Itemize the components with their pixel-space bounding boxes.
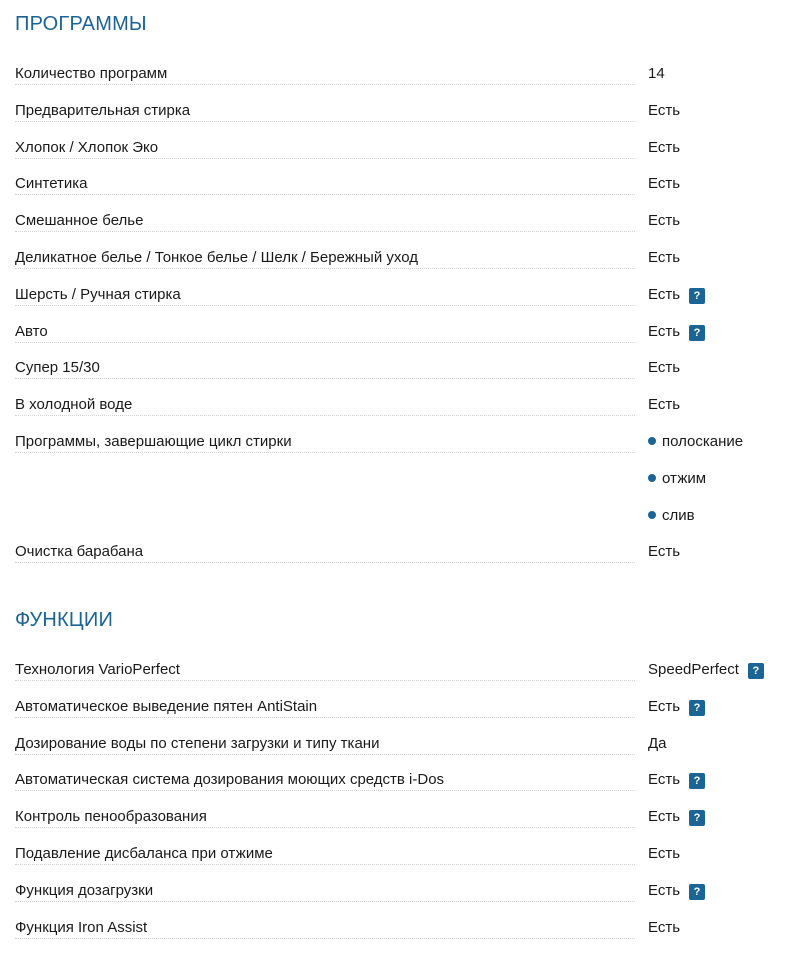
spec-label-cell	[15, 248, 635, 269]
spec-label-cell	[15, 770, 635, 791]
spec-value-list	[648, 432, 785, 542]
spec-value-cell	[648, 432, 785, 542]
spec-row	[15, 248, 785, 285]
spec-row	[15, 542, 785, 579]
spec-label: Супер 15/30	[15, 359, 112, 376]
spec-row	[15, 358, 785, 395]
programs-section	[15, 12, 785, 579]
help-icon[interactable]: ?	[689, 773, 705, 789]
spec-row	[15, 697, 785, 734]
bullet-icon	[648, 437, 656, 445]
spec-value: Есть	[648, 248, 681, 266]
spec-row	[15, 285, 785, 322]
spec-row	[15, 322, 785, 359]
spec-label-cell	[15, 918, 635, 939]
help-icon[interactable]: ?	[689, 700, 705, 716]
spec-label-cell	[15, 660, 635, 681]
spec-label-cell	[15, 542, 635, 563]
help-icon[interactable]: ?	[689, 325, 705, 341]
help-icon[interactable]: ?	[748, 663, 764, 679]
spec-label: В холодной воде	[15, 396, 144, 413]
spec-row	[15, 174, 785, 211]
spec-label-cell	[15, 807, 635, 828]
spec-row	[15, 101, 785, 138]
spec-label-cell	[15, 285, 635, 306]
spec-value: Есть	[648, 543, 681, 561]
spec-label: Количество программ	[15, 65, 179, 82]
spec-label: Синтетика	[15, 175, 100, 192]
spec-row	[15, 64, 785, 101]
spec-label: Функция дозагрузки	[15, 882, 165, 899]
spec-value-cell	[648, 248, 785, 268]
spec-row	[15, 734, 785, 771]
spec-label-cell	[15, 358, 635, 379]
programs-title: ПРОГРАММЫ	[15, 13, 147, 35]
spec-value: Есть	[648, 697, 681, 715]
spec-row	[15, 432, 785, 542]
spec-label-cell	[15, 395, 635, 416]
spec-value: Есть	[648, 175, 681, 193]
spec-value: 14	[648, 65, 665, 82]
list-item	[648, 506, 785, 543]
bullet-icon	[648, 511, 656, 519]
spec-value: Есть	[648, 881, 681, 899]
spec-row	[15, 395, 785, 432]
spec-value: Есть	[648, 396, 681, 414]
spec-value: Есть	[648, 322, 681, 340]
spec-label: Смешанное белье	[15, 212, 155, 229]
spec-row	[15, 770, 785, 807]
spec-value: Есть	[648, 138, 681, 156]
spec-value-cell	[648, 660, 785, 680]
spec-label: Дозирование воды по степени загрузки и типу ткани	[15, 735, 391, 752]
help-icon[interactable]: ?	[689, 810, 705, 826]
spec-label: Деликатное белье / Тонкое белье / Шелк / Бережный уход	[15, 249, 430, 266]
list-item-text: полоскание	[662, 432, 744, 450]
spec-label-cell	[15, 881, 635, 902]
spec-label: Авто	[15, 323, 60, 340]
spec-value-cell	[648, 542, 785, 562]
spec-value-cell	[648, 734, 785, 754]
spec-label: Автоматическое выведение пятен AntiStain	[15, 698, 329, 715]
spec-label-cell	[15, 697, 635, 718]
spec-label: Шерсть / Ручная стирка	[15, 286, 193, 303]
spec-row	[15, 881, 785, 918]
spec-value: Есть	[648, 844, 681, 862]
spec-label-cell	[15, 101, 635, 122]
spec-value-cell	[648, 395, 785, 415]
spec-row	[15, 138, 785, 175]
spec-label-cell	[15, 432, 635, 453]
spec-row	[15, 918, 785, 955]
list-item	[648, 469, 785, 506]
spec-value-cell	[648, 918, 785, 938]
spec-value-cell	[648, 322, 785, 342]
spec-value: Есть	[648, 212, 681, 230]
spec-value: Есть	[648, 918, 681, 936]
spec-label-cell	[15, 64, 635, 85]
spec-label: Очистка барабана	[15, 543, 155, 560]
spec-value-cell	[648, 64, 785, 84]
spec-label: Подавление дисбаланса при отжиме	[15, 845, 285, 862]
list-item-text: слив	[662, 506, 695, 524]
spec-value-cell	[648, 101, 785, 121]
spec-value-cell	[648, 285, 785, 305]
list-item-text: отжим	[662, 469, 707, 487]
functions-list	[15, 660, 785, 954]
spec-row	[15, 660, 785, 697]
spec-label: Предварительная стирка	[15, 102, 202, 119]
spec-value: Есть	[648, 808, 681, 826]
spec-label: Технология VarioPerfect	[15, 661, 192, 678]
functions-title: ФУНКЦИИ	[15, 609, 114, 631]
functions-section	[15, 608, 785, 954]
spec-row	[15, 807, 785, 844]
spec-value-cell	[648, 211, 785, 231]
spec-value: Есть	[648, 101, 681, 119]
list-item	[648, 432, 785, 469]
programs-list	[15, 64, 785, 579]
spec-label: Автоматическая система дозирования моющих средств i-Dos	[15, 771, 456, 788]
bullet-icon	[648, 474, 656, 482]
spec-label-cell	[15, 138, 635, 159]
spec-label-cell	[15, 174, 635, 195]
spec-value: SpeedPerfect	[648, 661, 739, 678]
spec-value-cell	[648, 881, 785, 901]
spec-label-cell	[15, 844, 635, 865]
spec-row	[15, 211, 785, 248]
spec-row	[15, 844, 785, 881]
spec-label-cell	[15, 734, 635, 755]
spec-value: Да	[648, 734, 667, 752]
spec-value: Есть	[648, 359, 681, 377]
help-icon[interactable]: ?	[689, 884, 705, 900]
spec-value-cell	[648, 697, 785, 717]
spec-value-cell	[648, 807, 785, 827]
spec-label: Контроль пенообразования	[15, 808, 219, 825]
spec-value: Есть	[648, 285, 681, 303]
spec-label: Функция Iron Assist	[15, 919, 159, 936]
spec-label: Хлопок / Хлопок Эко	[15, 139, 170, 156]
spec-value-cell	[648, 844, 785, 864]
spec-value-cell	[648, 138, 785, 158]
spec-value-cell	[648, 770, 785, 790]
spec-value: Есть	[648, 771, 681, 789]
spec-label-cell	[15, 211, 635, 232]
spec-label: Программы, завершающие цикл стирки	[15, 433, 304, 450]
spec-value-cell	[648, 358, 785, 378]
spec-label-cell	[15, 322, 635, 343]
spec-value-cell	[648, 174, 785, 194]
help-icon[interactable]: ?	[689, 288, 705, 304]
